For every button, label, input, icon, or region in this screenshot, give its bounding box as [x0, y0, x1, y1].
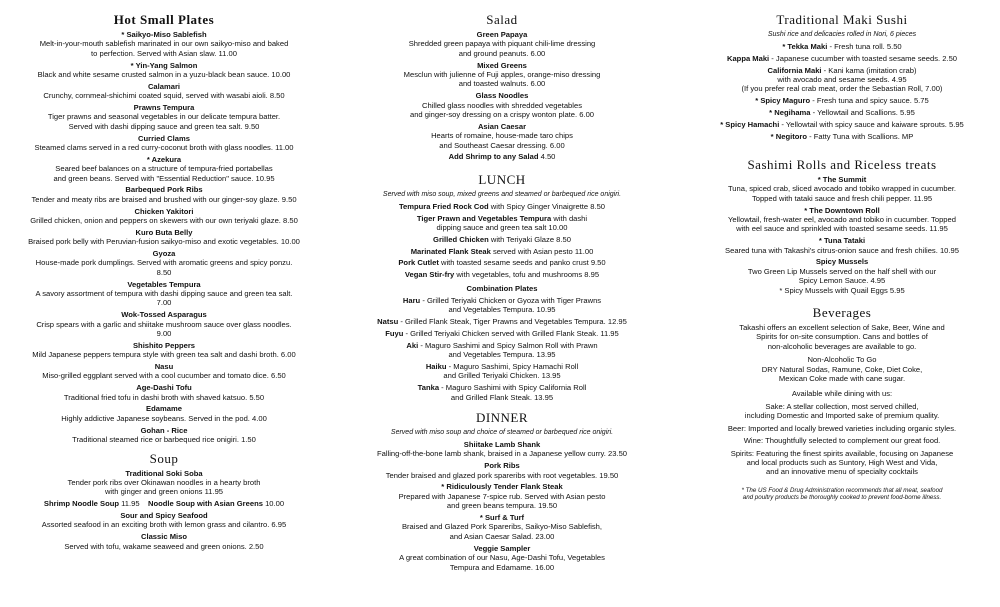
salad-list	[358, 30, 646, 150]
menu-item	[28, 134, 300, 153]
item-desc: with vegetables, tofu and mushrooms 8.95	[454, 270, 600, 280]
item-name: * Tuna Tataki	[818, 236, 866, 246]
hot-plates-list	[28, 30, 300, 445]
item-name: Kuro Buta Belly	[135, 227, 193, 237]
item-desc: Tiger prawns and seasonal vegetables in our delicate tempura batter. Served with dashi dipping sauce and green tea salt. 9.50	[47, 112, 281, 131]
item-desc: Assorted seafood in an exciting broth with lemon grass and cilantro. 6.95	[41, 520, 287, 530]
item-name: Sour and Spicy Seafood	[120, 510, 208, 520]
menu-item	[700, 54, 984, 63]
beverages-beer: Beer: Imported and locally brewed varieties including organic styles.	[727, 423, 957, 433]
item-desc: Seared tuna with Takashi's citrus-onion sauce and fresh chilies. 10.95	[725, 245, 959, 255]
item-name: Mixed Greens	[477, 60, 527, 70]
item-name: Fuyu	[385, 329, 404, 339]
menu-item	[358, 30, 646, 58]
item-desc: Braised pork belly with Peruvian-fusion saikyo-miso and exotic vegetables. 10.00	[28, 237, 300, 247]
item-desc: - Yellowtail and Scallions. 5.95	[810, 108, 915, 117]
menu-item	[28, 310, 300, 338]
hot-plates-heading: Hot Small Plates	[113, 12, 215, 27]
beverages-intro: Takashi offers an excellent selection of Sake, Beer, Wine and Spirits for on-site consumption. Cans and bottles of non-alcoholic beverages are available to go.	[739, 323, 945, 351]
menu-item	[358, 235, 646, 244]
item-desc: with Teriyaki Glaze 8.50	[488, 234, 571, 244]
menu-item	[358, 122, 646, 150]
menu-item	[700, 108, 984, 117]
item-name: * Spicy Maguro	[755, 96, 811, 106]
beverages-to-go: Non-Alcoholic To Go DRY Natural Sodas, Ramune, Coke, Diet Coke, Mexican Coke made with cane sugar.	[761, 355, 923, 384]
beverages-spirits: Spirits: Featuring the finest spirits available, focusing on Japanese and local products such as Suntory, High West and Vida, and an innovative menu of specialty cocktails	[730, 448, 954, 477]
menu-item	[358, 247, 646, 256]
menu-item	[28, 103, 300, 131]
menu-item	[358, 317, 646, 326]
menu-item	[28, 249, 300, 277]
item-desc: Mild Japanese peppers tempura style with green tea salt and dashi broth. 6.00	[32, 350, 296, 360]
item-desc: served with Asian pesto 11.00	[490, 246, 594, 256]
item-name: Noodle Soup with Asian Greens	[148, 499, 263, 509]
item-desc: Yellowtail, fresh-water eel, avocado and tobiko in cucumber. Topped with eel sauce and sprinkled with toasted sesame seeds. 11.95	[728, 215, 956, 234]
menu-item	[358, 61, 646, 89]
menu-item	[700, 132, 984, 141]
item-name: Kappa Maki	[726, 53, 770, 63]
item-name: Spicy Mussels	[815, 257, 869, 267]
item-desc: A great combination of our Nasu, Age-Dashi Tofu, Vegetables Tempura and Edamame. 16.00	[399, 553, 605, 572]
item-name: * Surf & Turf	[479, 513, 525, 523]
maki-heading: Traditional Maki Sushi	[776, 12, 908, 27]
item-name: * Ridiculously Tender Flank Steak	[441, 482, 563, 492]
sashimi-list	[700, 175, 984, 295]
menu-item	[358, 482, 646, 510]
item-name: Shiitake Lamb Shank	[463, 440, 541, 450]
item-desc: Miso-grilled eggplant served with a cool cucumber and tomato dice. 6.50	[42, 371, 286, 381]
item-name: Age-Dashi Tofu	[136, 383, 192, 393]
menu-item	[358, 383, 646, 402]
item-desc: Mesclun with julienne of Fuji apples, orange-miso dressing and toasted walnuts. 6.00	[403, 70, 601, 89]
item-desc: Traditional steamed rice or barbequed rice onigiri. 1.50	[72, 435, 256, 445]
menu-item	[358, 91, 646, 119]
item-name: Natsu	[377, 317, 399, 327]
item-desc: Served with tofu, wakame seaweed and green onions. 2.50	[64, 541, 264, 551]
item-desc: Traditional fried tofu in dashi broth with shaved katsuo. 5.50	[63, 392, 265, 402]
item-desc: Chilled glass noodles with shredded vegetables and ginger-soy dressing on a crispy wonton plate. 6.00	[409, 100, 595, 120]
item-desc: Tender and meaty ribs are braised and brushed with our ginger-soy glaze. 9.50	[31, 194, 297, 204]
soup-noodle-row	[28, 499, 300, 508]
item-desc: Crunchy, cornmeal-shichimi coated squid, served with wasabi aioli. 8.50	[43, 91, 285, 101]
item-name: * The Summit	[817, 175, 867, 184]
item-name: Gohan - Rice	[140, 425, 188, 435]
menu-item	[700, 257, 984, 295]
item-desc: Braised and Glazed Pork Spareribs, Saikyo-Miso Sablefish, and Asian Caesar Salad. 23.00	[401, 522, 603, 541]
menu-item	[28, 404, 300, 423]
item-desc: Tender braised and glazed pork spareribs with root vegetables. 19.50	[385, 470, 619, 480]
item-desc: Steamed clams served in a red curry-coconut broth with glass noodles. 11.00	[34, 143, 294, 153]
item-name: Grilled Chicken	[433, 234, 489, 244]
item-name: Calamari	[147, 81, 181, 91]
menu-item	[358, 362, 646, 381]
item-desc: - Maguro Sashimi, Spicy Hamachi Roll and Grilled Teriyaki Chicken. 13.95	[443, 362, 579, 381]
menu-item	[358, 461, 646, 480]
item-desc: Highly addictive Japanese soybeans. Served in the pod. 4.00	[61, 413, 267, 423]
item-name: California Maki	[767, 65, 822, 75]
fda-note: * The US Food & Drug Administration recommends that all meat, seafood and poultry products be thoroughly cooked to prevent food-borne illness.	[741, 486, 943, 502]
salad-heading: Salad	[486, 12, 518, 27]
item-name: Shrimp Noodle Soup	[43, 499, 119, 509]
column-hot-plates	[28, 8, 300, 553]
add-shrimp-row	[358, 152, 646, 161]
item-name: Barbequed Pork Ribs	[125, 185, 203, 195]
item-desc: - Fresh tuna roll. 5.50	[827, 42, 902, 51]
item-name: Traditional Soki Soba	[125, 468, 203, 478]
item-desc: - Yellowtail with spicy sauce and kaiware sprouts. 5.95	[779, 119, 964, 129]
menu-item	[358, 270, 646, 279]
menu-item	[28, 155, 300, 183]
menu-item	[28, 383, 300, 402]
item-name: * The Downtown Roll	[804, 205, 880, 215]
item-name: Add Shrimp to any Salad	[448, 152, 539, 162]
maki-list	[700, 42, 984, 141]
item-desc: Black and white sesame crusted salmon in a yuzu-black bean sauce. 10.00	[37, 70, 291, 80]
item-name: Tiger Prawn and Vegetables Tempura	[416, 213, 552, 223]
item-desc: Tuna, spiced crab, sliced avocado and tobiko wrapped in cucumber. Topped with tataki sauce and fresh chili pepper. 11.95	[727, 184, 957, 203]
menu-item	[28, 228, 300, 247]
menu-item	[700, 206, 984, 234]
item-desc: Falling-off-the-bone lamb shank, braised in a Japanese yellow curry. 23.50	[376, 449, 628, 459]
menu-item	[358, 544, 646, 572]
menu-item	[700, 42, 984, 51]
item-name: Gyoza	[152, 249, 176, 259]
menu-item	[700, 96, 984, 105]
item-name: Green Papaya	[476, 30, 528, 39]
item-name: Pork Ribs	[484, 461, 520, 471]
item-name: Vegetables Tempura	[127, 279, 201, 289]
item-desc: Melt-in-your-mouth sablefish marinated in our own saikyo-miso and baked to perfection. Served with Asian slaw. 11.00	[39, 39, 289, 58]
item-desc: Shredded green papaya with piquant chili-lime dressing and ground peanuts. 6.00	[408, 39, 596, 58]
item-name: * Spicy Hamachi	[720, 119, 780, 129]
item-desc: with toasted sesame seeds and panko crust 9.50	[438, 258, 606, 268]
item-desc: Grilled chicken, onion and peppers on skewers with our own teriyaki glaze. 8.50	[30, 216, 298, 226]
soup-heading: Soup	[149, 450, 179, 466]
item-name: Nasu	[154, 362, 174, 372]
menu-item	[700, 66, 984, 94]
item-desc: Tender pork ribs over Okinawan noodles in a hearty broth with ginger and green onions 11.95	[67, 477, 261, 497]
menu-item	[28, 61, 300, 80]
menu-item	[358, 296, 646, 315]
menu-item	[358, 341, 646, 360]
menu-item	[28, 362, 300, 381]
combination-plates-heading: Combination Plates	[466, 283, 538, 293]
sashimi-heading: Sashimi Rolls and Riceless treats	[747, 157, 937, 172]
menu-item	[700, 175, 984, 203]
dinner-heading: DINNER	[475, 410, 529, 426]
item-name: Vegan Stir-fry	[404, 270, 455, 280]
beverages-wine: Wine: Thoughtfully selected to complement our great food.	[743, 436, 941, 446]
item-desc: - Grilled Flank Steak, Tiger Prawns and Vegetables Tempura. 12.95	[398, 317, 627, 327]
maki-subtitle: Sushi rice and delicacies rolled in Nori, 6 pieces	[767, 31, 917, 38]
item-desc: - Japanese cucumber with toasted sesame seeds. 2.50	[769, 53, 958, 63]
soup-soki-soba	[28, 469, 300, 497]
item-desc: - Kani kama (imitation crab) with avocado and sesame seeds. 4.95 (If you prefer real crab meat, order the Sebastian Roll, 7.00)	[741, 65, 943, 94]
lunch-subtitle: Served with miso soup, mixed greens and steamed or barbequed rice onigiri.	[382, 190, 622, 198]
item-desc: A savory assortment of tempura with dashi dipping sauce and green tea salt. 7.00	[35, 289, 293, 308]
item-desc: Hearts of romaine, house-made taro chips and Southeast Caesar dressing. 6.00	[431, 131, 573, 150]
beverages-dining: Available while dining with us:	[791, 389, 893, 399]
lunch-heading: LUNCH	[478, 171, 526, 187]
menu-item	[358, 258, 646, 267]
item-name: Edamame	[146, 404, 182, 414]
item-desc: with dashi dipping sauce and green tea salt 10.00	[436, 213, 588, 233]
dinner-subtitle: Served with miso soup and choice of steamed or barbequed rice onigiri.	[390, 429, 614, 437]
item-desc: Two Green Lip Mussels served on the half shell with our Spicy Lemon Sauce. 4.95 * Spicy Mussels with Quail Eggs 5.95	[747, 266, 937, 295]
menu-item	[28, 426, 300, 445]
menu-item	[700, 120, 984, 129]
item-name: * Azekura	[146, 154, 182, 164]
item-desc: with Spicy Ginger Vinaigrette 8.50	[488, 201, 606, 211]
menu-item	[358, 202, 646, 211]
item-name: Asian Caesar	[477, 121, 527, 131]
menu-item	[28, 207, 300, 226]
item-desc: Prepared with Japanese 7-spice rub. Served with Asian pesto and green beans tempura. 19.50	[398, 491, 606, 511]
item-name: Haiku	[425, 362, 447, 372]
item-name: * Negitoro	[770, 131, 807, 141]
item-desc: - Maguro Sashimi and Spicy Salmon Roll with Prawn and Vegetables Tempura. 13.95	[420, 340, 598, 360]
item-desc: Crisp spears with a garlic and shiitake mushroom sauce over glass noodles. 9.00	[36, 319, 292, 339]
item-name: Haru	[402, 296, 421, 306]
item-name: * Negihama	[769, 108, 811, 117]
item-desc: - Maguro Sashimi with Spicy California Roll and Grilled Flank Steak. 13.95	[441, 383, 587, 402]
item-desc: - Fresh tuna and spicy sauce. 5.75	[810, 96, 929, 106]
item-name: * Yin-Yang Salmon	[130, 60, 198, 70]
item-desc: House-made pork dumplings. Served with aromatic greens and spicy ponzu. 8.50	[35, 258, 293, 277]
dinner-list	[358, 440, 646, 572]
item-name: Marinated Flank Steak	[410, 246, 491, 256]
soup-sour-spicy	[28, 511, 300, 530]
item-name: Curried Clams	[138, 133, 190, 143]
item-price: 10.00	[265, 499, 285, 509]
item-name: Pork Cutlet	[398, 258, 439, 268]
menu-item	[28, 30, 300, 58]
combo-list	[358, 296, 646, 402]
item-price: 4.50	[540, 152, 556, 162]
item-name: Classic Miso	[140, 532, 187, 542]
menu-item	[28, 82, 300, 101]
item-name: Prawns Tempura	[133, 103, 195, 113]
menu-item	[358, 214, 646, 233]
item-name: Veggie Sampler	[473, 543, 531, 553]
item-name: Shishito Peppers	[132, 340, 196, 350]
item-name: * Tekka Maki	[782, 42, 828, 51]
item-desc: - Grilled Teriyaki Chicken served with Grilled Flank Steak. 11.95	[403, 329, 619, 339]
column-sushi-beverages	[700, 8, 984, 502]
item-name: * Saikyo-Miso Sablefish	[121, 30, 207, 39]
column-salad-lunch-dinner	[358, 8, 646, 574]
menu-item	[358, 440, 646, 459]
item-name: Chicken Yakitori	[134, 206, 194, 216]
item-name: Wok-Tossed Asparagus	[121, 310, 207, 320]
item-desc: Seared beef balances on a structure of tempura-fried portabellas and green beans. Served with "Essential Reduction" sauce. 10.95	[53, 164, 275, 183]
beverages-heading: Beverages	[812, 305, 872, 321]
menu-item	[28, 185, 300, 204]
menu-item	[700, 236, 984, 255]
menu-item	[28, 341, 300, 360]
menu-item	[28, 280, 300, 308]
item-name: Tanka	[417, 383, 440, 393]
item-price: 11.95	[121, 499, 140, 509]
soup-classic-miso	[28, 532, 300, 551]
item-name: Aki	[406, 340, 419, 350]
menu-item	[358, 513, 646, 541]
menu-item	[358, 329, 646, 338]
beverages-sake: Sake: A stellar collection, most served chilled, including Domestic and Imported sake of premium quality.	[744, 401, 940, 421]
lunch-list	[358, 202, 646, 280]
item-desc: - Fatty Tuna with Scallions. MP	[806, 131, 914, 141]
item-name: Glass Noodles	[475, 91, 529, 101]
item-name: Tempura Fried Rock Cod	[398, 201, 489, 211]
item-desc: - Grilled Teriyaki Chicken or Gyoza with Tiger Prawns and Vegetables Tempura. 10.95	[422, 296, 602, 315]
